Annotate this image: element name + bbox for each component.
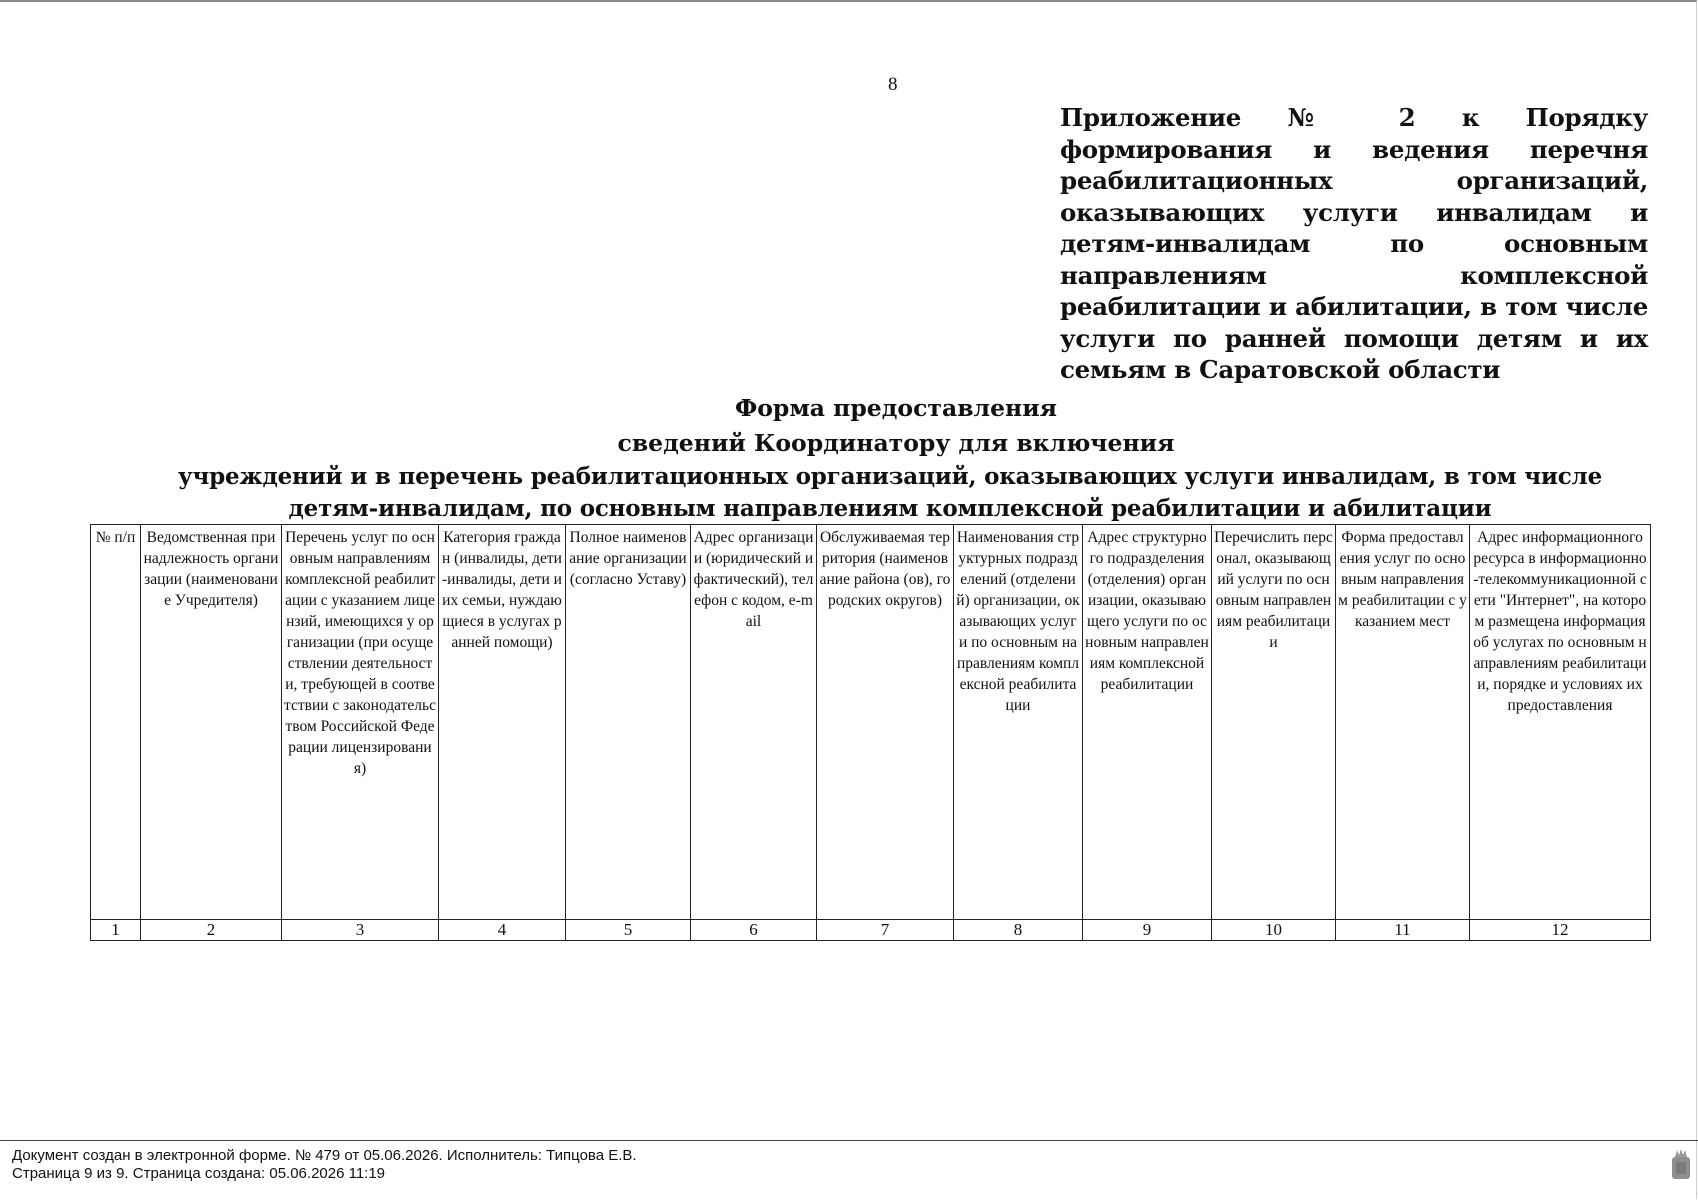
column-number-cell: 7 [817,920,954,941]
column-number-cell: 5 [566,920,691,941]
column-number-cell: 3 [282,920,439,941]
header-cell: Категория граждан (инвалиды, дети-инвалиды, дети и их семьи, нуждающиеся в услугах ранней помощи) [439,525,566,920]
header-cell: № п/п [91,525,141,920]
header-cell: Адрес информационного ресурса в информационно-телекоммуникационной сети "Интернет", на котором размещена информация об услугах по основным направлениям реабилитации, порядке и условиях их предоставления [1470,525,1651,920]
column-number-row [91,920,1651,941]
column-number-cell: 2 [141,920,282,941]
form-table [90,524,1651,941]
footer-line2: Страница 9 из 9. Страница создана: 05.06.2026 11:19 [12,1165,386,1182]
header-cell: Наименования структурных подразделений (отделений) организации, оказывающих услуги по основным направлениям комплексной реабилитации [954,525,1083,920]
column-number-cell: 8 [954,920,1083,941]
form-title-line3: учреждений и в перечень реабилитационных организаций, оказывающих услуги инвалидам, в том числе детям-инвалидам, по основным направлениям комплексной реабилитации и абилитации [177,463,1603,522]
table-header-row [91,525,1651,920]
header-cell: Обслуживаемая территория (наименование района (ов), городских округов) [817,525,954,920]
column-number-cell: 6 [691,920,817,941]
header-cell: Ведомственная принадлежность организации (наименование Учредителя) [141,525,282,920]
footer-text [12,1147,637,1183]
page-number: 8 [888,74,898,95]
document-footer [0,1140,1698,1201]
column-number-cell: 12 [1470,920,1651,941]
header-cell: Адрес организации (юридический и фактический), телефон с кодом, e-mail [691,525,817,920]
column-number-cell: 11 [1336,920,1470,941]
header-cell: Перечислить персонал, оказывающий услуги по основным направлениям реабилитации [1212,525,1336,920]
column-number-cell: 9 [1083,920,1212,941]
header-cell: Перечень услуг по основным направлениям комплексной реабилитации с указанием лицензий, имеющихся у организации (при осуществлении деятельности, требующей в соответствии с законодательством Российской Федерации лицензирования) [282,525,439,920]
header-cell: Полное наименование организации (согласно Уставу) [566,525,691,920]
column-number-cell: 1 [91,920,141,941]
column-number-cell: 4 [439,920,566,941]
header-cell: Форма предоставления услуг по основным направлениям реабилитации с указанием мест [1336,525,1470,920]
coat-of-arms-icon [1670,1147,1692,1181]
footer-line1: Документ создан в электронной форме. № 479 от 05.06.2026. Исполнитель: Типцова Е.В. [12,1147,637,1164]
header-cell: Адрес структурного подразделения (отделения) организации, оказывающего услуги по основным направлениям комплексной реабилитации [1083,525,1212,920]
appendix-heading: Приложение № 2 к Порядку формирования и ведения перечня реабилитационных организаций, оказывающих услуги инвалидам и детям-инвалидам по основным направлениям комплексной реабилитации и абилитации, в том числе услуги по ранней помощи детям и их семьям в Саратовской области [1060,103,1648,384]
form-title-line2: сведений Координатору для включения [617,429,1175,457]
column-number-cell: 10 [1212,920,1336,941]
form-title-line1: Форма предоставления [734,394,1058,422]
